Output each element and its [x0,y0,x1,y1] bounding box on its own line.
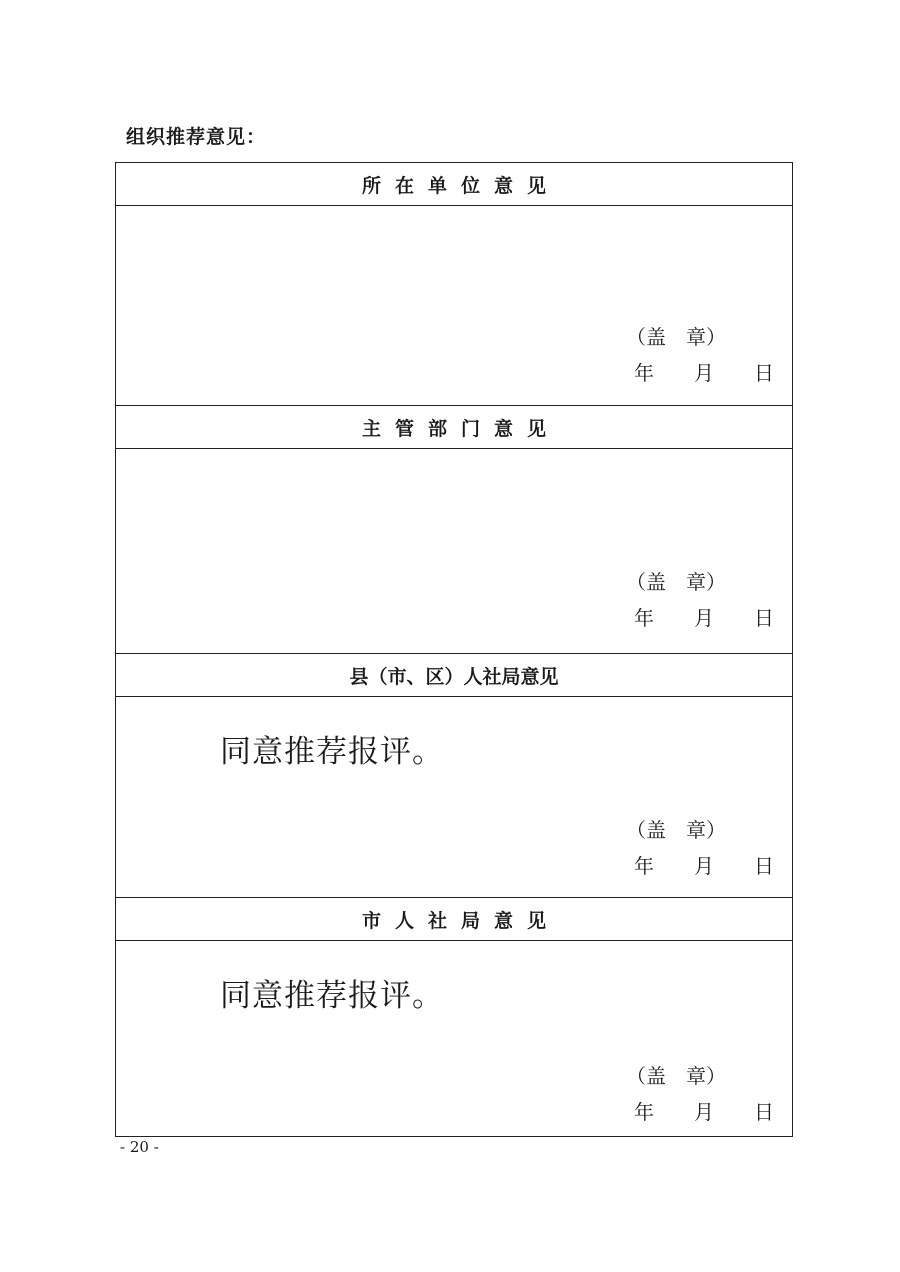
section-header: 县（市、区）人社局意见 [116,654,792,697]
section-header: 市人社局意见 [116,898,792,941]
opinion-field[interactable] [116,205,792,405]
section-county-hrss-opinion [116,653,792,898]
seal-label: （盖 章） [626,325,726,349]
opinion-field[interactable] [116,696,792,898]
date-label: 年 月 日 [634,1100,774,1124]
page-heading: 组织推荐意见： [126,126,267,148]
page-number: - 20 - [120,1138,159,1156]
date-label: 年 月 日 [634,854,774,878]
date-label: 年 月 日 [634,606,774,630]
opinion-form-table [115,162,793,1137]
seal-label: （盖 章） [626,570,726,594]
section-unit-opinion [116,163,792,405]
section-department-opinion [116,405,792,654]
opinion-field[interactable] [116,448,792,654]
opinion-text: 同意推荐报评。 [220,978,444,1014]
seal-label: （盖 章） [626,1064,726,1088]
opinion-text: 同意推荐报评。 [220,734,444,770]
section-header: 所在单位意见 [116,163,792,206]
section-header: 主管部门意见 [116,406,792,449]
section-city-hrss-opinion [116,897,792,1139]
date-label: 年 月 日 [634,361,774,385]
seal-label: （盖 章） [626,818,726,842]
opinion-field[interactable] [116,940,792,1139]
